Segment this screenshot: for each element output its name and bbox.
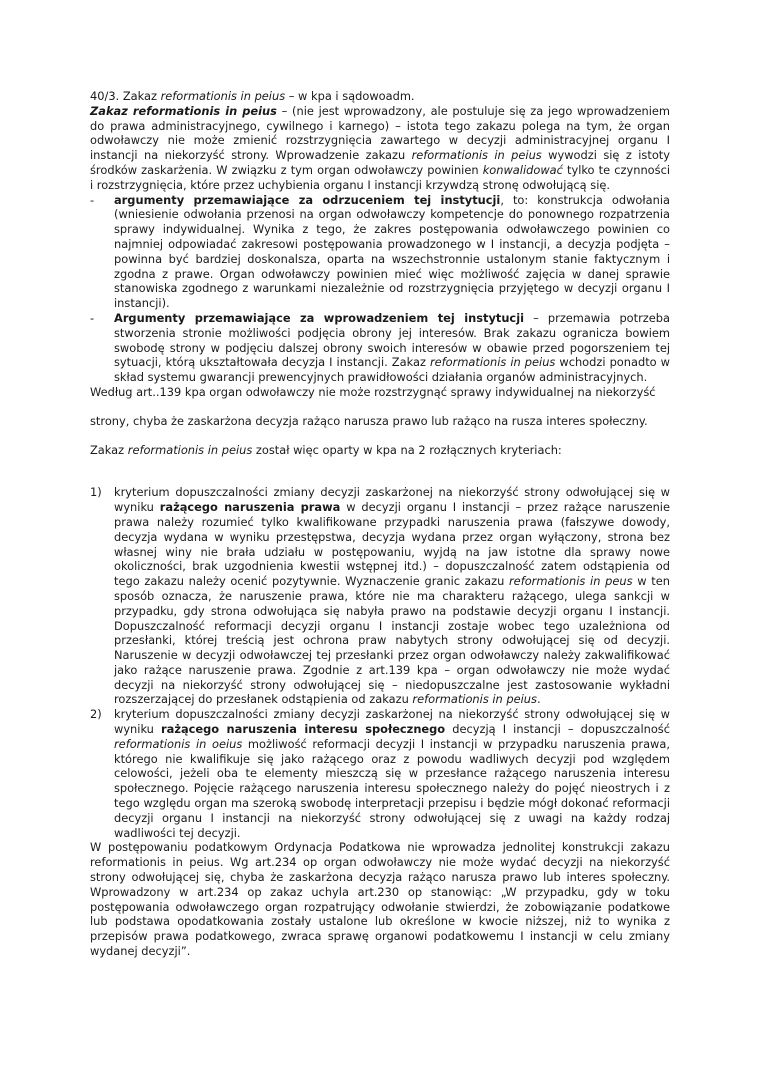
bullet-body: , to: konstrukcja odwołania (wniesienie odwołania przenosi na organ odwoławczy kompetencje do ponownego rozpatrzenia sprawy indywidualnej. Wynika z tego, że zakres postępowania odwoławczego powinien co najmniej odpowiadać zakresowi postępowania prowadzonego w I instancji, a decyzja podjęta – powinna być bardziej doskonalsza, oparta na wszechstronnie ustalonym stanie faktycznym i zgodna z prawe. Organ odwoławczy powinien mieć więc możliwość zajęcia w danej sprawie stanowiska zgodnego z warunkami niezależnie od rozstrzygnięcia przyjętego w decyzji organu I instancji). xyxy=(114,192,670,311)
bullet-bold: Argumenty przemawiające za wprowadzeniem tej instytucji xyxy=(114,310,524,325)
n1-bold: rażącego naruszenia prawa xyxy=(159,500,341,515)
spacer xyxy=(90,400,670,414)
art139-line-1: Według art..139 kpa organ odwoławczy nie może rozstrzygnąć sprawy indywidualnej na niekorzyść xyxy=(90,384,656,399)
bullet-italic: reformationis in peius xyxy=(429,355,556,370)
bullet-bold: argumenty przemawiające za odrzuceniem tej instytucji xyxy=(114,192,501,207)
numbered-item-2 xyxy=(90,707,670,840)
n1-italic-1: reformationis in peus xyxy=(509,574,633,589)
intro-italic-1: reformationis in peius xyxy=(411,148,542,163)
spacer xyxy=(90,457,670,485)
n1-text-2: w decyzji organu I instancji – przez rażące naruszenie prawa należy rozumieć tylko kwalifikowane przypadki naruszenia prawa (fałszywe dowody, decyzja wydana w wyniku przestępstwa, decyzja wydana przez organ wyłączony, strona bez własnej winy nie brała udziału w postępowaniu, wyjdą na jaw istotne dla sprawy nowe okoliczności, brak uzgodnienia kwestii wstępnej itd.) – dopuszczalność zatem odstąpienia od tego zakazu należy ocenić pozytywnie. Wyznaczenie granic zakazu xyxy=(114,500,670,589)
intro-text-3: tylko te czynności i rozstrzygnięcia, które przez uchybienia organu I instancji krzywdzą stronę odwołującą się. xyxy=(90,162,671,192)
n1-text-4: . xyxy=(536,692,541,707)
criteria-italic: reformationis in peius xyxy=(127,442,253,457)
number-marker: 2) xyxy=(90,707,102,722)
bullet-item-for xyxy=(90,311,670,385)
n2-text-1: kryterium dopuszczalności zmiany decyzji zaskarżonej na niekorzyść strony odwołującej się w wyniku xyxy=(114,707,670,737)
bullet-body-1: – przemawia potrzeba stworzenia stronie możliwości podjęcia obrony jej interesów. Brak zakazu ogranicza bowiem swobodę strony w podjęciu dalszej obrony swoich interesów w obawie przed pogorszeniem tej sytuacji, którą ukształtowała decyzja I instancji. Zakaz xyxy=(114,310,670,370)
numbered-text xyxy=(114,485,670,707)
intro-paragraph xyxy=(90,104,670,193)
bullet-text xyxy=(114,193,670,311)
n1-text-3: w ten sposób oznacza, że naruszenie prawa, które nie ma charakteru rażącego, ulega sankcji w przypadku, gdy strona odwołująca się nabyła prawo na podstawie decyzji organu I instancji. Dopuszczalność reformacji decyzji organu I instancji zostaje wobec tego uzależniona od przesłanki, której treścią jest ochrona praw nabytych strony odwołującej się od decyzji. Naruszenie w decyzji odwoławczej tej przesłanki przez organ odwoławczy należy zakwalifikować jako rażące naruszenie prawa. Zgodnie z art.139 kpa – organ odwoławczy nie może wydać decyzji na niekorzyść strony odwołującej się – niedopuszczalne jest zastosowanie wykładni rozszerzającej do przesłanek odstąpienia od zakazu xyxy=(114,574,670,707)
intro-text-2: wywodzi się z istoty środków zaskarżenia. W związku z tym organ odwoławczy powinien xyxy=(90,148,671,177)
n2-text-2: decyzją I instancji – dopuszczalność xyxy=(445,722,671,737)
bullet-text xyxy=(114,311,670,385)
n1-italic-2: reformationis in peius xyxy=(412,692,537,707)
document-page xyxy=(90,89,670,959)
bullet-body-2: wchodzi ponadto w skład systemu gwarancji prewencyjnych prawidłowości działania organów administracyjnych. xyxy=(114,355,670,385)
number-marker: 1) xyxy=(90,485,102,500)
numbered-item-1 xyxy=(90,485,670,707)
criteria-text-1: Zakaz xyxy=(90,442,128,457)
spacer xyxy=(90,429,670,443)
criteria-text-2: został więc oparty w kpa na 2 rozłącznych kryteriach: xyxy=(252,442,562,457)
bullet-item-against xyxy=(90,193,670,311)
art139-line-2: strony, chyba że zaskarżona decyzja rażąco narusza prawo lub rażąco na rusza interes społeczny. xyxy=(90,413,648,428)
heading-prefix: 40/3. Zakaz xyxy=(90,89,161,103)
n2-bold: rażącego naruszenia interesu społecznego xyxy=(161,722,446,737)
bullet-marker: - xyxy=(90,192,95,207)
ordynacja-paragraph: W postępowaniu podatkowym Ordynacja Podatkowa nie wprowadza jednolitej konstrukcji zakazu reformationis in peius. Wg art.234 op organ odwoławczy nie może wydać decyzji na niekorzyść strony odwołującej się, chyba że zaskarżona decyzja rażąco narusza prawo lub interes społeczny. Wprowadzony w art.234 op zakaz uchyla art.230 op stanowiąc: „W przypadku, gdy w toku postępowania odwoławczego organ rozpatrujący odwołanie stwierdzi, że zobowiązanie podatkowe lub podstawa opodatkowania zostały ustalone lub określone w kwocie niższej, niż to wynika z przepisów prawa podatkowego, zwraca sprawę organowi podatkowemu I instancji w celu zmiany wydanej decyzji”. xyxy=(90,840,670,959)
intro-italic-2: konwalidować xyxy=(482,162,563,177)
n2-text-3: możliwość reformacji decyzji I instancji w przypadku naruszenia prawa, którego nie kwalifikuje się jako rażącego oraz z powodu wadliwych decyzji pod względem celowości, jeżeli oba te elementy mieszczą się w przesłance rażącego naruszenia interesu społecznego. Pojęcie rażącego naruszenia interesu społecznego należy do pojęć nieostrych i z tego względu organ ma szeroką swobodę interpretacji przepisu i będzie mógł dokonać reformacji decyzji organu I instancji na niekorzyść strony odwołującej się z uwagi na każdy rodzaj wadliwości tej decyzji. xyxy=(114,736,670,840)
heading-term: reformationis in peius xyxy=(160,89,286,103)
intro-term: Zakaz reformationis in peius xyxy=(90,103,277,118)
n1-text-1: kryterium dopuszczalności zmiany decyzji zaskarżonej na niekorzyść strony odwołującej się w wyniku xyxy=(114,485,670,515)
section-heading xyxy=(90,89,670,104)
intro-text-1: – (nie jest wprowadzony, ale postuluje się za jego wprowadzeniem do prawa administracyjnego, cywilnego i karnego) – istota tego zakazu polega na tym, że organ odwoławczy nie może zmienić rozstrzygnięcia zawartego w decyzji administracyjnej organu I instancji na niekorzyść strony. Wprowadzenie zakazu xyxy=(90,103,670,163)
n2-italic: reformationis in oeius xyxy=(114,736,243,751)
bullet-marker: - xyxy=(90,310,95,325)
heading-suffix: – w kpa i sądowoadm. xyxy=(285,89,415,103)
numbered-text xyxy=(114,707,670,840)
criteria-intro xyxy=(90,443,670,458)
